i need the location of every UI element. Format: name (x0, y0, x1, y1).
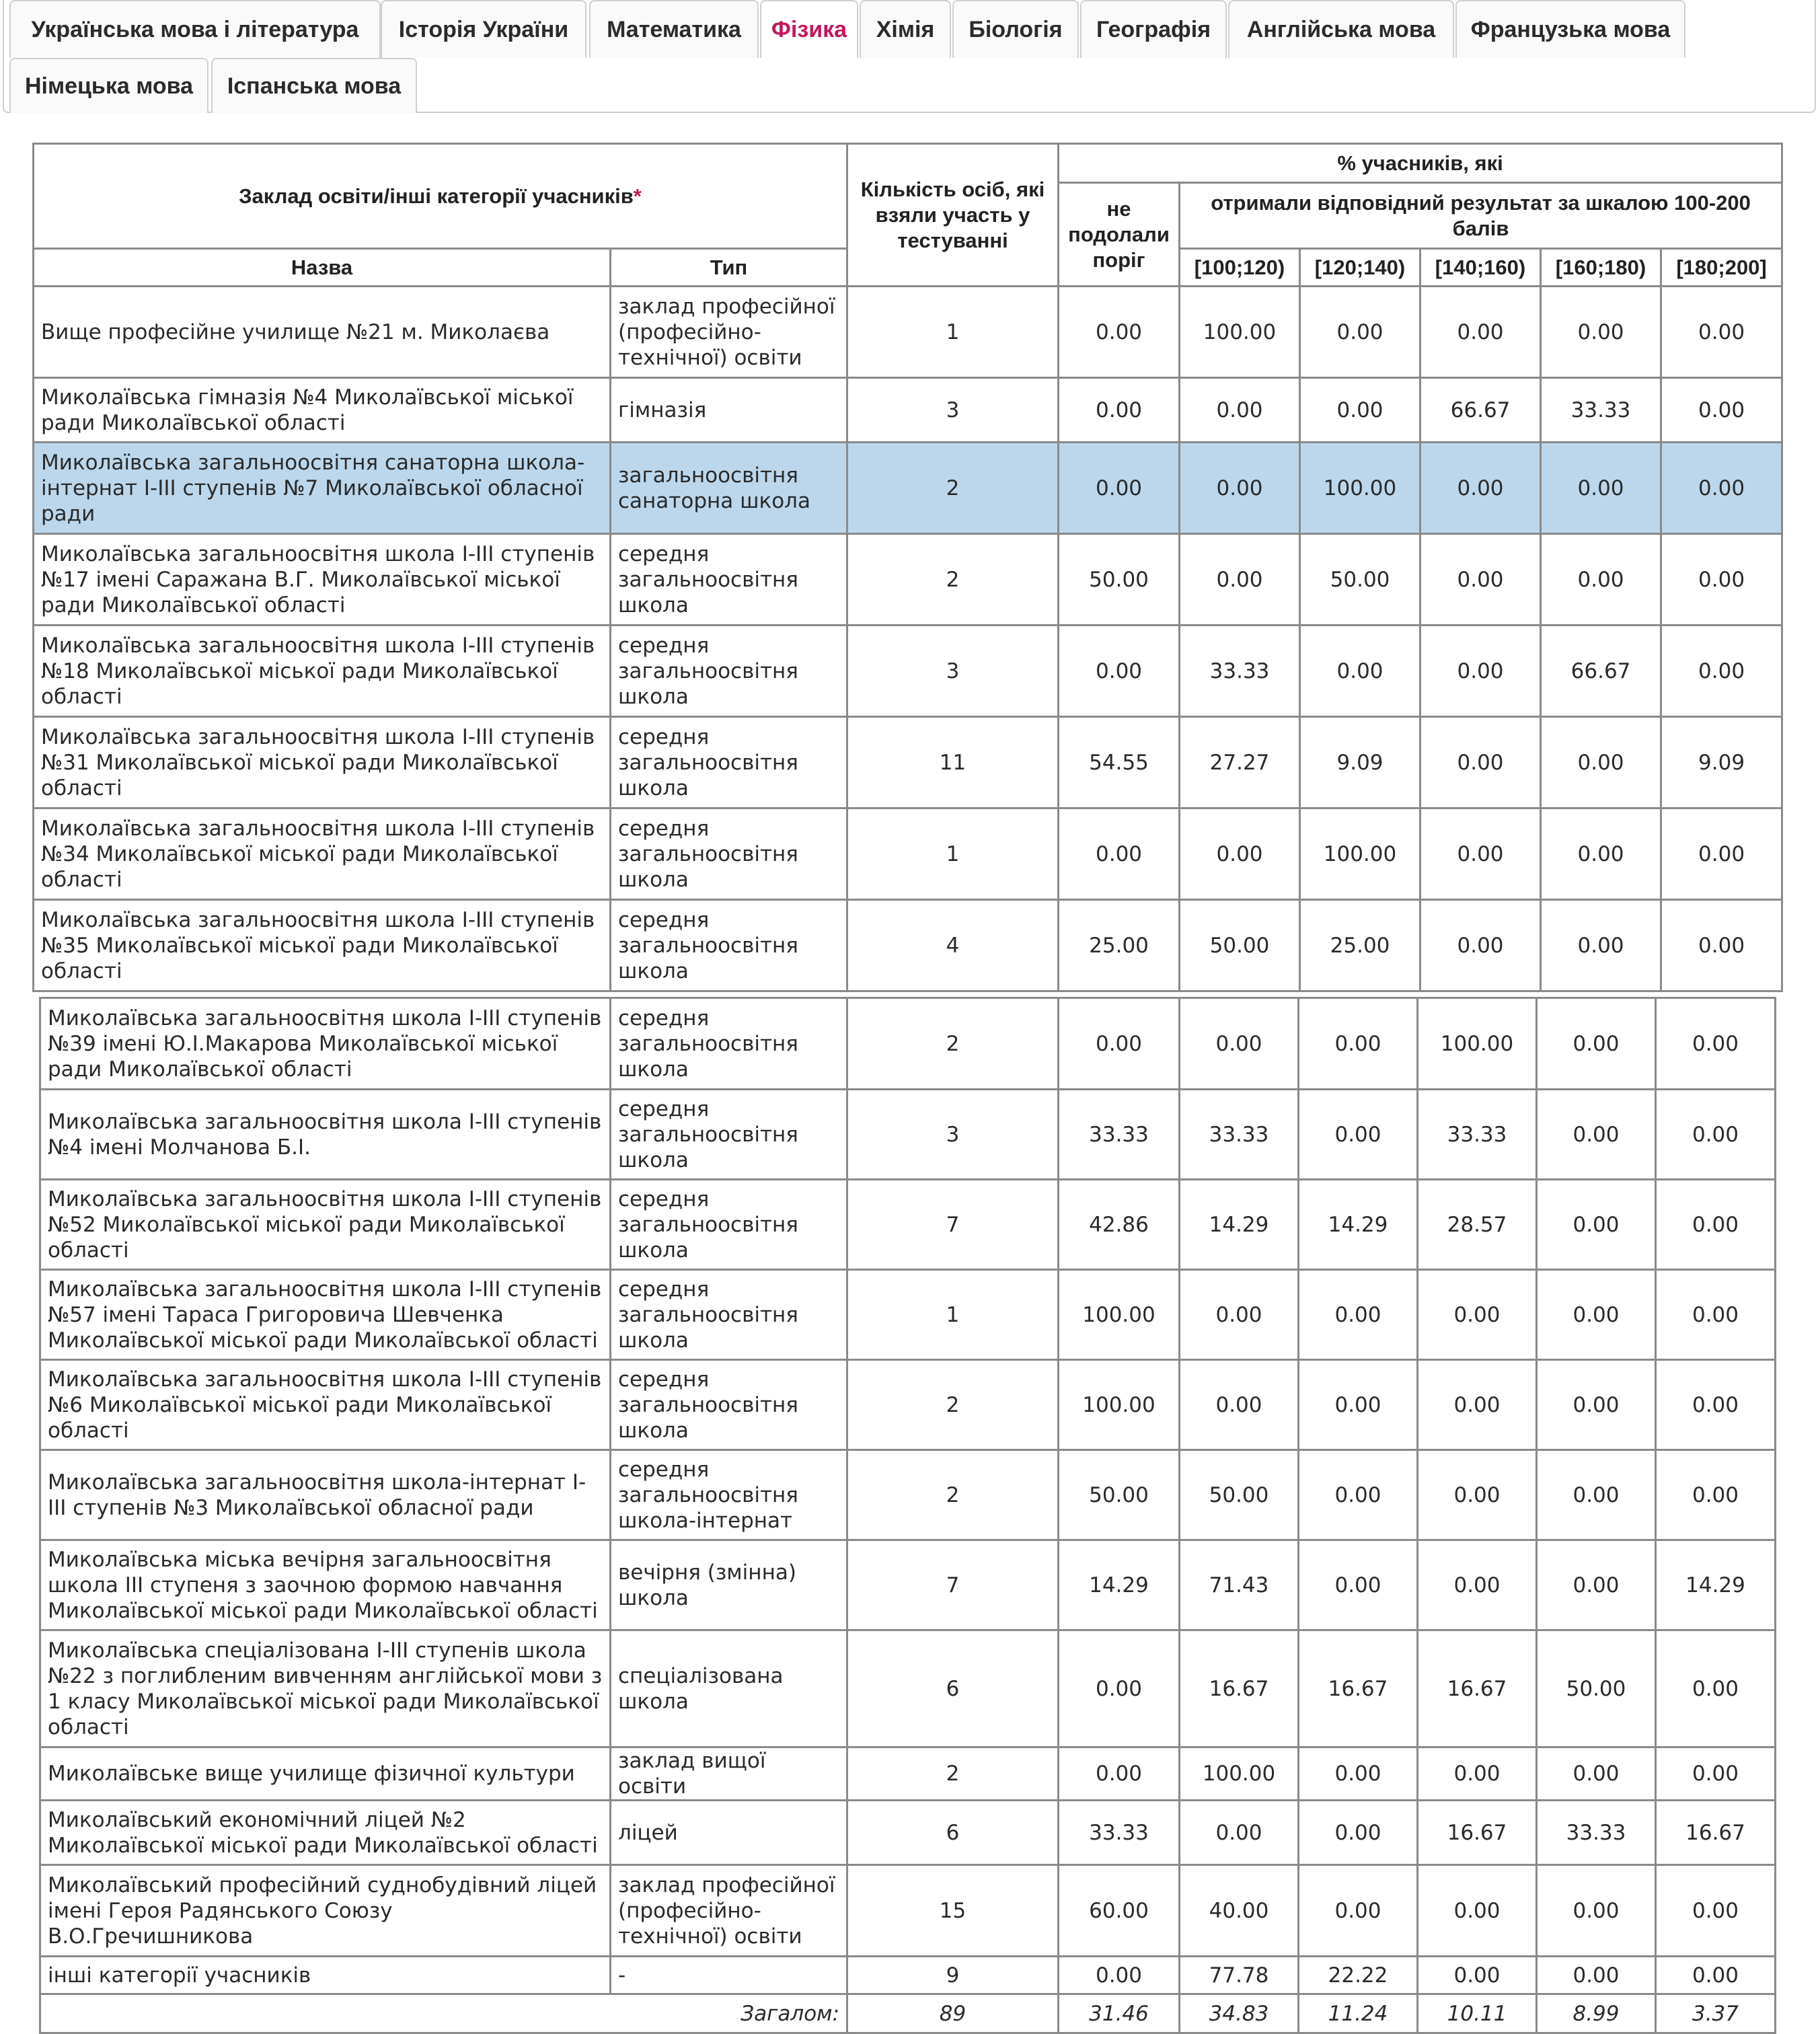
range-value: 33.33 (1537, 1801, 1656, 1865)
table-row (34, 717, 1782, 808)
not-passed-value: 0.00 (1059, 1957, 1180, 1994)
range-value: 0.00 (1299, 1865, 1418, 1957)
range-value: 0.00 (1541, 287, 1661, 378)
participant-count: 7 (847, 1540, 1059, 1630)
range-value: 0.00 (1537, 1090, 1656, 1180)
header-range-140-160: [140;160) (1420, 249, 1541, 287)
total-range-value: 34.83 (1180, 1994, 1299, 2033)
table-row (34, 378, 1782, 443)
results-table-part2 (39, 997, 1776, 2034)
not-passed-value: 0.00 (1059, 287, 1180, 378)
range-value: 0.00 (1420, 900, 1541, 991)
range-value: 0.00 (1661, 808, 1782, 900)
table-row (34, 534, 1782, 626)
not-passed-value: 14.29 (1059, 1540, 1180, 1630)
table-row (40, 1360, 1776, 1450)
header-name: Назва (34, 249, 611, 287)
table-row (40, 1450, 1776, 1540)
range-value: 0.00 (1656, 1360, 1776, 1450)
table-row (34, 900, 1782, 991)
institution-type: заклад професійної (професійно-технічної) освіти (611, 287, 847, 378)
required-asterisk: * (633, 184, 642, 208)
range-value: 16.67 (1180, 1630, 1299, 1747)
range-value: 50.00 (1180, 1450, 1299, 1540)
total-range-value: 8.99 (1537, 1994, 1656, 2033)
institution-name: Миколаївська загальноосвітня школа І-ІІІ ступенів №17 імені Саражана В.Г. Миколаївської міської ради Миколаївської області (34, 534, 611, 626)
institution-type: загальноосвітня санаторна школа (611, 443, 847, 534)
header-range-180-200: [180;200] (1661, 249, 1782, 287)
table-row (40, 1630, 1776, 1747)
range-value: 50.00 (1180, 900, 1300, 991)
institution-type: - (611, 1957, 847, 1994)
range-value: 0.00 (1300, 626, 1420, 717)
table-body-part2 (40, 998, 1776, 1994)
institution-name: Миколаївська загальноосвітня санаторна школа-інтернат І-ІІІ ступенів №7 Миколаївської обласної ради (34, 443, 611, 534)
participant-count: 15 (847, 1865, 1059, 1957)
participant-count: 2 (847, 1360, 1059, 1450)
range-value: 0.00 (1299, 998, 1418, 1090)
range-value: 0.00 (1418, 1450, 1537, 1540)
range-value: 0.00 (1656, 1450, 1776, 1540)
range-value: 14.29 (1299, 1180, 1418, 1270)
table-row (34, 626, 1782, 717)
table-row (40, 1540, 1776, 1630)
range-value: 0.00 (1537, 1747, 1656, 1801)
range-value: 16.67 (1418, 1801, 1537, 1865)
range-value: 0.00 (1661, 287, 1782, 378)
not-passed-value: 0.00 (1059, 808, 1180, 900)
range-value: 0.00 (1661, 626, 1782, 717)
institution-name: Миколаївська міська вечірня загальноосвітня школа ІІІ ступеня з заочною формою навчання Миколаївської міської ради Миколаївської області (40, 1540, 611, 1630)
not-passed-value: 100.00 (1059, 1270, 1180, 1360)
institution-type: середня загальноосвітня школа (611, 1360, 847, 1450)
institution-type: ліцей (611, 1801, 847, 1865)
not-passed-value: 0.00 (1059, 1630, 1180, 1747)
range-value: 33.33 (1541, 378, 1661, 443)
range-value: 0.00 (1541, 534, 1661, 626)
institution-name: Миколаївська загальноосвітня школа І-ІІІ ступенів №39 імені Ю.І.Макарова Миколаївської міської ради Миколаївської області (40, 998, 611, 1090)
range-value: 14.29 (1180, 1180, 1299, 1270)
table-row (40, 1090, 1776, 1180)
institution-name: Миколаївський професійний суднобудівний ліцей імені Героя Радянського Союзу В.О.Гречишникова (40, 1865, 611, 1957)
participant-count: 4 (847, 900, 1059, 991)
institution-name: Миколаївська загальноосвітня школа І-ІІІ ступенів №18 Миколаївської міської ради Миколаївської області (34, 626, 611, 717)
range-value: 0.00 (1299, 1090, 1418, 1180)
header-received: отримали відповідний результат за шкалою 100-200 балів (1180, 183, 1782, 249)
institution-name: Миколаївська гімназія №4 Миколаївської міської ради Миколаївської області (34, 378, 611, 443)
not-passed-value: 33.33 (1059, 1801, 1180, 1865)
table-row (34, 808, 1782, 900)
range-value: 0.00 (1180, 378, 1300, 443)
header-range-160-180: [160;180) (1541, 249, 1661, 287)
institution-name: Миколаївська загальноосвітня школа І-ІІІ ступенів №34 Миколаївської міської ради Миколаївської області (34, 808, 611, 900)
not-passed-value: 0.00 (1059, 626, 1180, 717)
institution-type: гімназія (611, 378, 847, 443)
range-value: 0.00 (1418, 1865, 1537, 1957)
range-value: 0.00 (1180, 1801, 1299, 1865)
institution-type: заклад професійної (професійно-технічної) освіти (611, 1865, 847, 1957)
participant-count: 2 (847, 1450, 1059, 1540)
participant-count: 6 (847, 1630, 1059, 1747)
range-value: 33.33 (1418, 1090, 1537, 1180)
institution-name: Миколаївська загальноосвітня школа І-ІІІ ступенів №52 Миколаївської міської ради Миколаївської області (40, 1180, 611, 1270)
range-value: 50.00 (1300, 534, 1420, 626)
range-value: 0.00 (1661, 443, 1782, 534)
range-value: 0.00 (1420, 808, 1541, 900)
tab-chemistry[interactable]: Хімія (860, 0, 951, 58)
range-value: 14.29 (1656, 1540, 1776, 1630)
tab-geography[interactable]: Географія (1080, 0, 1227, 58)
institution-name: Вище професійне училище №21 м. Миколаєва (34, 287, 611, 378)
range-value: 0.00 (1420, 287, 1541, 378)
tab-german[interactable]: Німецька мова (9, 58, 208, 113)
range-value: 0.00 (1661, 378, 1782, 443)
not-passed-value: 0.00 (1059, 443, 1180, 534)
range-value: 0.00 (1180, 998, 1299, 1090)
not-passed-value: 60.00 (1059, 1865, 1180, 1957)
participant-count: 1 (847, 1270, 1059, 1360)
institution-name: Миколаївська загальноосвітня школа І-ІІІ ступенів №31 Миколаївської міської ради Миколаївської області (34, 717, 611, 808)
range-value: 33.33 (1180, 626, 1300, 717)
participant-count: 2 (847, 998, 1059, 1090)
table-row (34, 443, 1782, 534)
range-value: 0.00 (1299, 1360, 1418, 1450)
range-value: 0.00 (1299, 1270, 1418, 1360)
range-value: 22.22 (1299, 1957, 1418, 1994)
total-range-value: 3.37 (1656, 1994, 1776, 2033)
range-value: 40.00 (1180, 1865, 1299, 1957)
institution-name: Миколаївське вище училище фізичної культури (40, 1747, 611, 1801)
range-value: 0.00 (1420, 626, 1541, 717)
range-value: 9.09 (1661, 717, 1782, 808)
range-value: 0.00 (1420, 717, 1541, 808)
range-value: 0.00 (1299, 1540, 1418, 1630)
participant-count: 2 (847, 534, 1059, 626)
total-label: Загалом: (40, 1994, 847, 2033)
institution-name: Миколаївський економічний ліцей №2 Миколаївської міської ради Миколаївської області (40, 1801, 611, 1865)
range-value: 0.00 (1299, 1801, 1418, 1865)
tab-ukrainian-literature[interactable]: Українська мова і література (9, 0, 381, 58)
participant-count: 2 (847, 443, 1059, 534)
range-value: 0.00 (1418, 1540, 1537, 1630)
range-value: 0.00 (1180, 534, 1300, 626)
participant-count: 1 (847, 808, 1059, 900)
header-range-120-140: [120;140) (1300, 249, 1420, 287)
range-value: 16.67 (1418, 1630, 1537, 1747)
range-value: 0.00 (1656, 1630, 1776, 1747)
range-value: 0.00 (1656, 1865, 1776, 1957)
range-value: 0.00 (1418, 1957, 1537, 1994)
not-passed-value: 0.00 (1059, 998, 1180, 1090)
institution-type: спеціалізована школа (611, 1630, 847, 1747)
range-value: 0.00 (1418, 1270, 1537, 1360)
total-row (40, 1994, 1776, 2033)
range-value: 0.00 (1300, 378, 1420, 443)
range-value: 0.00 (1656, 1747, 1776, 1801)
participant-count: 6 (847, 1801, 1059, 1865)
not-passed-value: 33.33 (1059, 1090, 1180, 1180)
table-row (40, 1801, 1776, 1865)
range-value: 0.00 (1418, 1747, 1537, 1801)
institution-name: інші категорії учасників (40, 1957, 611, 1994)
total-range-value: 11.24 (1299, 1994, 1418, 2033)
range-value: 100.00 (1418, 998, 1537, 1090)
not-passed-value: 42.86 (1059, 1180, 1180, 1270)
table-row (40, 1865, 1776, 1957)
institution-name: Миколаївська спеціалізована І-ІІІ ступенів школа №22 з поглибленим вивченням англійської мови з 1 класу Миколаївської міської ради Миколаївської області (40, 1630, 611, 1747)
range-value: 0.00 (1537, 1270, 1656, 1360)
range-value: 0.00 (1656, 1957, 1776, 1994)
header-not-passed: не подолали поріг (1059, 183, 1180, 287)
institution-name: Миколаївська загальноосвітня школа-інтернат І-ІІІ ступенів №3 Миколаївської обласної ради (40, 1450, 611, 1540)
tab-mathematics[interactable]: Математика (589, 0, 759, 58)
table-row (40, 1180, 1776, 1270)
participant-count: 3 (847, 1090, 1059, 1180)
range-value: 100.00 (1180, 1747, 1299, 1801)
table-row (40, 998, 1776, 1090)
not-passed-value: 0.00 (1059, 1747, 1180, 1801)
range-value: 0.00 (1180, 443, 1300, 534)
range-value: 0.00 (1656, 998, 1776, 1090)
range-value: 27.27 (1180, 717, 1300, 808)
range-value: 0.00 (1180, 808, 1300, 900)
range-value: 0.00 (1537, 1540, 1656, 1630)
subject-tabs (3, 0, 1816, 113)
institution-type: середня загальноосвітня школа (611, 1270, 847, 1360)
tab-french[interactable]: Французька мова (1455, 0, 1685, 58)
tab-physics[interactable]: Фізика (760, 0, 858, 58)
table-row (40, 1270, 1776, 1360)
participant-count: 3 (847, 626, 1059, 717)
institution-name: Миколаївська загальноосвітня школа І-ІІІ ступенів №6 Миколаївської міської ради Миколаївської області (40, 1360, 611, 1450)
participant-count: 11 (847, 717, 1059, 808)
range-value: 100.00 (1300, 443, 1420, 534)
not-passed-value: 54.55 (1059, 717, 1180, 808)
total-not-passed: 31.46 (1059, 1994, 1180, 2033)
total-count: 89 (847, 1994, 1059, 2033)
range-value: 100.00 (1180, 287, 1300, 378)
institution-type: середня загальноосвітня школа-інтернат (611, 1450, 847, 1540)
institution-type: середня загальноосвітня школа (611, 1090, 847, 1180)
range-value: 0.00 (1537, 1957, 1656, 1994)
range-value: 33.33 (1180, 1090, 1299, 1180)
not-passed-value: 0.00 (1059, 378, 1180, 443)
range-value: 100.00 (1300, 808, 1420, 900)
participant-count: 1 (847, 287, 1059, 378)
range-value: 0.00 (1299, 1747, 1418, 1801)
header-institution: Заклад освіти/інші категорії учасників* (34, 144, 847, 249)
range-value: 0.00 (1537, 998, 1656, 1090)
institution-type: середня загальноосвітня школа (611, 534, 847, 626)
range-value: 0.00 (1420, 443, 1541, 534)
institution-type: вечірня (змінна) школа (611, 1540, 847, 1630)
not-passed-value: 50.00 (1059, 1450, 1180, 1540)
range-value: 25.00 (1300, 900, 1420, 991)
tab-english[interactable]: Англійська мова (1228, 0, 1454, 58)
participant-count: 7 (847, 1180, 1059, 1270)
range-value: 71.43 (1180, 1540, 1299, 1630)
range-value: 0.00 (1299, 1450, 1418, 1540)
table-body-part1 (34, 287, 1782, 991)
range-value: 0.00 (1180, 1270, 1299, 1360)
institution-type: середня загальноосвітня школа (611, 900, 847, 991)
range-value: 0.00 (1656, 1180, 1776, 1270)
institution-name: Миколаївська загальноосвітня школа І-ІІІ ступенів №35 Миколаївської міської ради Миколаївської області (34, 900, 611, 991)
institution-name: Миколаївська загальноосвітня школа І-ІІІ ступенів №4 імені Молчанова Б.І. (40, 1090, 611, 1180)
header-percent: % учасників, які (1059, 144, 1782, 183)
not-passed-value: 25.00 (1059, 900, 1180, 991)
institution-type: середня загальноосвітня школа (611, 808, 847, 900)
participant-count: 2 (847, 1747, 1059, 1801)
table-row (40, 1957, 1776, 1994)
tab-history-ukraine[interactable]: Історія України (381, 0, 586, 58)
range-value: 0.00 (1537, 1180, 1656, 1270)
range-value: 16.67 (1656, 1801, 1776, 1865)
range-value: 16.67 (1299, 1630, 1418, 1747)
not-passed-value: 50.00 (1059, 534, 1180, 626)
table-row (40, 1747, 1776, 1801)
range-value: 0.00 (1300, 287, 1420, 378)
institution-name: Миколаївська загальноосвітня школа І-ІІІ ступенів №57 імені Тараса Григоровича Шевченка Миколаївської міської ради Миколаївської області (40, 1270, 611, 1360)
range-value: 66.67 (1420, 378, 1541, 443)
range-value: 0.00 (1420, 534, 1541, 626)
range-value: 0.00 (1537, 1450, 1656, 1540)
range-value: 0.00 (1656, 1270, 1776, 1360)
participant-count: 9 (847, 1957, 1059, 1994)
range-value: 77.78 (1180, 1957, 1299, 1994)
total-range-value: 10.11 (1418, 1994, 1537, 2033)
range-value: 9.09 (1300, 717, 1420, 808)
institution-type: середня загальноосвітня школа (611, 717, 847, 808)
results-table-part1 (32, 143, 1783, 992)
range-value: 0.00 (1541, 443, 1661, 534)
institution-type: середня загальноосвітня школа (611, 1180, 847, 1270)
range-value: 28.57 (1418, 1180, 1537, 1270)
institution-type: середня загальноосвітня школа (611, 626, 847, 717)
tab-spanish[interactable]: Іспанська мова (211, 58, 417, 113)
range-value: 0.00 (1541, 808, 1661, 900)
header-count: Кількість осіб, які взяли участь у тестуванні (847, 144, 1059, 287)
range-value: 0.00 (1661, 534, 1782, 626)
range-value: 0.00 (1180, 1360, 1299, 1450)
institution-type: середня загальноосвітня школа (611, 998, 847, 1090)
header-type: Тип (611, 249, 847, 287)
range-value: 0.00 (1537, 1360, 1656, 1450)
range-value: 0.00 (1537, 1865, 1656, 1957)
not-passed-value: 100.00 (1059, 1360, 1180, 1450)
table-row (34, 287, 1782, 378)
range-value: 0.00 (1541, 717, 1661, 808)
range-value: 0.00 (1656, 1090, 1776, 1180)
institution-type: заклад вищої освіти (611, 1747, 847, 1801)
range-value: 66.67 (1541, 626, 1661, 717)
range-value: 50.00 (1537, 1630, 1656, 1747)
range-value: 0.00 (1418, 1360, 1537, 1450)
range-value: 0.00 (1661, 900, 1782, 991)
range-value: 0.00 (1541, 900, 1661, 991)
header-range-100-120: [100;120) (1180, 249, 1300, 287)
tab-biology[interactable]: Біологія (952, 0, 1079, 58)
participant-count: 3 (847, 378, 1059, 443)
